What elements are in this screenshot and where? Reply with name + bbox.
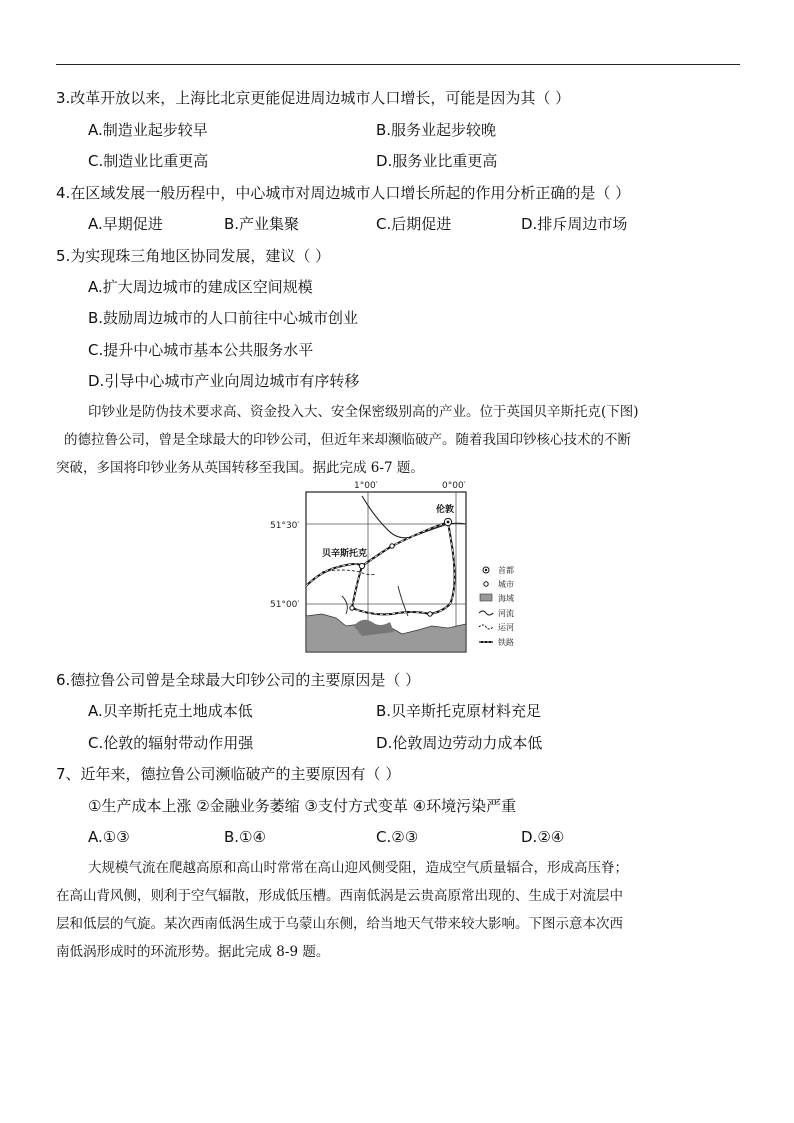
legend-canal-label: 运河 [498, 623, 514, 632]
q7-option-b[interactable]: B.①④ [224, 828, 266, 846]
q5-option-b[interactable]: B.鼓励周边城市的人口前往中心城市创业 [88, 309, 359, 327]
basingstoke-map [270, 476, 534, 660]
map-lon-label-2: 0°00′ [442, 481, 466, 491]
q6-option-a[interactable]: A.贝辛斯托克土地成本低 [88, 702, 253, 720]
passage2-line-4: 南低涡形成时的环流形势。据此完成 8-9 题。 [56, 944, 330, 960]
passage1-line-3: 突破，多国将印钞业务从英国转移至我国。据此完成 6-7 题。 [56, 460, 424, 476]
map-legend [479, 565, 514, 647]
legend-river-label: 河流 [498, 609, 514, 618]
passage1-line-2: 的德拉鲁公司，曾是全球最大的印钞公司，但近年来却濒临破产。随着我国印钞核心技术的不断 [64, 432, 631, 448]
q7-stem: 7、近年来，德拉鲁公司濒临破产的主要原因有（ ） [56, 765, 401, 783]
legend-river-icon [479, 611, 493, 615]
q5-option-a[interactable]: A.扩大周边城市的建成区空间规模 [88, 278, 313, 296]
capital-london-dot [447, 521, 450, 524]
legend-sea-icon [480, 594, 492, 601]
q4-option-b[interactable]: B.产业集聚 [224, 215, 300, 233]
q6-option-b[interactable]: B.贝辛斯托克原材料充足 [376, 702, 542, 720]
legend-sea-label: 海域 [498, 594, 514, 603]
q4-option-d[interactable]: D.排斥周边市场 [521, 215, 628, 233]
q3-stem: 3.改革开放以来，上海比北京更能促进周边城市人口增长，可能是因为其（ ） [56, 89, 571, 107]
legend-railway-label: 铁路 [498, 638, 514, 647]
q3-option-d[interactable]: D.服务业比重更高 [376, 152, 498, 170]
city-marker [428, 612, 432, 616]
q6-option-d[interactable]: D.伦敦周边劳动力成本低 [376, 734, 543, 752]
q4-option-a[interactable]: A.早期促进 [88, 215, 163, 233]
q4-option-c[interactable]: C.后期促进 [376, 215, 452, 233]
passage2-line-2: 在高山背风侧，则利于空气辐散，形成低压槽。西南低涡是云贵高原常出现的、生成于对流层中 [56, 888, 623, 904]
q6-stem: 6.德拉鲁公司曾是全球最大印钞公司的主要原因是（ ） [56, 671, 421, 689]
q7-option-a[interactable]: A.①③ [88, 828, 130, 846]
legend-canal-icon [479, 625, 493, 629]
legend-city-icon [484, 582, 488, 586]
q5-option-d[interactable]: D.引导中心城市产业向周边城市有序转移 [88, 372, 360, 390]
header-rule [56, 64, 740, 65]
q3-option-a[interactable]: A.制造业起步较早 [88, 121, 208, 139]
q7-option-d[interactable]: D.②④ [521, 828, 565, 846]
city-marker [390, 544, 394, 548]
city-marker [350, 606, 354, 610]
q3-option-b[interactable]: B.服务业起步较晚 [376, 121, 497, 139]
passage2-line-1: 大规模气流在爬越高原和高山时常常在高山迎风侧受阻，造成空气质量辐合，形成高压脊； [88, 860, 628, 876]
q5-stem: 5.为实现珠三角地区协同发展，建议（ ） [56, 247, 331, 265]
legend-capital-label: 首都 [498, 566, 514, 575]
passage1-line-1: 印钞业是防伪技术要求高、资金投入大、安全保密级别高的产业。位于英国贝辛斯托克(下图) [88, 404, 639, 420]
map-lat-label-1: 51°30′ [270, 521, 300, 531]
q3-option-c[interactable]: C.制造业比重更高 [88, 152, 209, 170]
passage2-line-3: 层和低层的气旋。某次西南低涡生成于乌蒙山东侧，给当地天气带来较大影响。下图示意本次西 [56, 916, 623, 932]
q6-option-c[interactable]: C.伦敦的辐射带动作用强 [88, 734, 254, 752]
city-basingstoke-marker [359, 563, 364, 568]
q5-option-c[interactable]: C.提升中心城市基本公共服务水平 [88, 341, 314, 359]
legend-capital-dot [485, 569, 487, 571]
q7-option-c[interactable]: C.②③ [376, 828, 419, 846]
london-label: 伦敦 [436, 505, 455, 515]
q4-stem: 4.在区域发展一般历程中，中心城市对周边城市人口增长所起的作用分析正确的是（ ） [56, 184, 631, 202]
map-lon-label-1: 1°00′ [354, 481, 378, 491]
map-lat-label-2: 51°00′ [270, 600, 300, 610]
basingstoke-label: 贝辛斯托克 [322, 549, 368, 559]
legend-city-label: 城市 [498, 580, 514, 589]
q7-items: ①生产成本上涨 ②金融业务萎缩 ③支付方式变革 ④环境污染严重 [88, 797, 517, 815]
